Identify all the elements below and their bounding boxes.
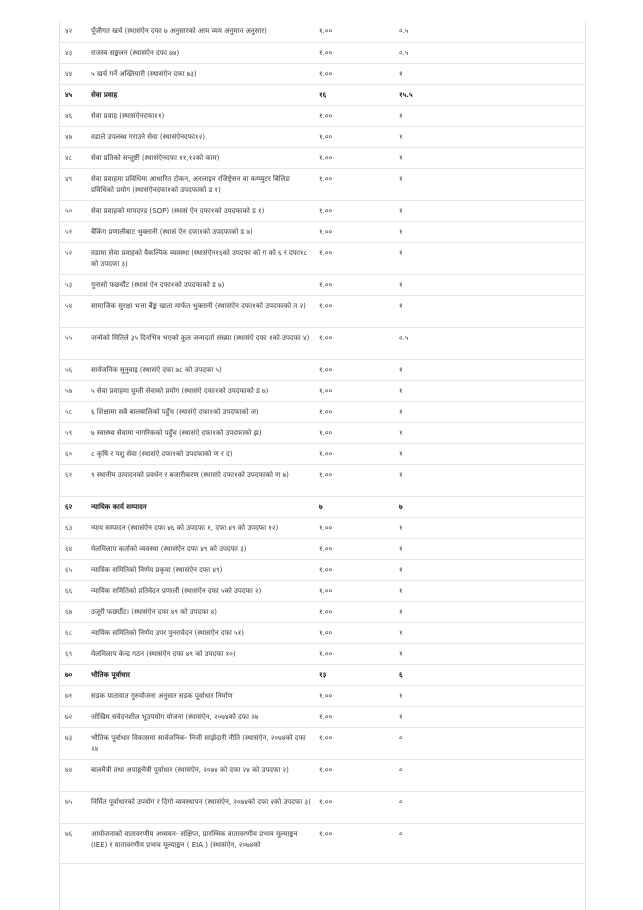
serial-number-cell: ७० — [60, 664, 89, 685]
obtained-score-cell: ०.५ — [396, 327, 585, 359]
serial-number-cell: ४६ — [60, 105, 89, 126]
full-score-cell: १३ — [316, 664, 396, 685]
full-score-cell: १.०० — [316, 759, 396, 791]
table-row — [60, 791, 585, 823]
table-row — [60, 105, 585, 126]
table-section-row — [60, 84, 585, 105]
obtained-score-cell: १ — [396, 622, 585, 643]
table-row — [60, 21, 585, 42]
full-score-cell: १.०० — [316, 517, 396, 538]
obtained-score-cell: १ — [396, 464, 585, 496]
obtained-score-cell: १५.५ — [396, 84, 585, 105]
full-score-cell: १.०० — [316, 401, 396, 422]
full-score-cell: १.०० — [316, 727, 396, 759]
full-score-cell: १.०० — [316, 685, 396, 706]
table-row — [60, 200, 585, 221]
full-score-cell: १.०० — [316, 380, 396, 401]
full-score-cell: १.०० — [316, 63, 396, 84]
indicator-description-cell: ६ शिक्षामा सबै बालबालिको पहुँच (स्थासंऐ दफा१को उपदफाको ज) — [89, 401, 316, 422]
indicator-description-cell: जोखिम संवेदनशील भूउपयोग योजना (स्थासंऐन, २०७४को दफा २७ — [89, 706, 316, 727]
table-row — [60, 221, 585, 242]
obtained-score-cell: ०.५ — [396, 21, 585, 42]
table-row — [60, 601, 585, 622]
obtained-score-cell: १ — [396, 559, 585, 580]
indicator-description-cell: मेलमिलाप कर्ताको व्यवस्था (स्थासंऐन दफा ४९ को उपदफा ३) — [89, 538, 316, 559]
serial-number-cell: ६० — [60, 443, 89, 464]
table-row — [60, 63, 585, 84]
table-section-row — [60, 496, 585, 517]
full-score-cell: ७ — [316, 496, 396, 517]
serial-number-cell: ७६ — [60, 823, 89, 863]
obtained-score-cell: १ — [396, 359, 585, 380]
table-row — [60, 443, 585, 464]
serial-number-cell: ६७ — [60, 601, 89, 622]
full-score-cell: १.०० — [316, 559, 396, 580]
serial-number-cell: ४७ — [60, 126, 89, 147]
serial-number-cell: ७५ — [60, 791, 89, 823]
serial-number-cell: ४४ — [60, 63, 89, 84]
serial-number-cell: ४२ — [60, 21, 89, 42]
indicator-description-cell: भौतिक पूर्वाधार विकासमा सार्वजनिक- निजी साझेदारी नीति (स्थासंऐन, २०७४को दफा २४ — [89, 727, 316, 759]
table-row — [60, 42, 585, 63]
serial-number-cell: ७२ — [60, 706, 89, 727]
obtained-score-cell: १ — [396, 105, 585, 126]
serial-number-cell: ५४ — [60, 295, 89, 327]
indicator-description-cell: बैंकिंग प्रणालीबाट भुक्तानी (स्थासं ऐन दफा१को उपदफाको ड ७) — [89, 221, 316, 242]
serial-number-cell: ५५ — [60, 327, 89, 359]
indicator-description-cell: गुनासो फछर्यौट (स्थासं ऐन दफा१को उपदफाको ड ७) — [89, 274, 316, 295]
serial-number-cell: ४८ — [60, 147, 89, 168]
obtained-score-cell: १ — [396, 221, 585, 242]
full-score-cell: १.०० — [316, 443, 396, 464]
obtained-score-cell: १ — [396, 443, 585, 464]
indicator-description-cell: ८ कृषि र पशु सेवा (स्थासंऐ दफा१को उपदफाको ण र द) — [89, 443, 316, 464]
obtained-score-cell: १ — [396, 295, 585, 327]
table-row — [60, 147, 585, 168]
table-row — [60, 823, 585, 863]
full-score-cell: १६ — [316, 84, 396, 105]
table-row — [60, 643, 585, 664]
obtained-score-cell: १ — [396, 643, 585, 664]
table-row — [60, 327, 585, 359]
indicator-description-cell: बालमैत्री तथा अपाङ्गमैत्री पूर्वाधार (स्थासंऐन, २०७४ को दफा २४ को उपदफा २) — [89, 759, 316, 791]
obtained-score-cell: ० — [396, 791, 585, 823]
full-score-cell: १.०० — [316, 464, 396, 496]
obtained-score-cell: ०.५ — [396, 42, 585, 63]
indicator-description-cell: सार्वजनिक सुनुवाइ (स्थासंऐ दफा ७८ को उपदफा ५) — [89, 359, 316, 380]
indicator-description-cell: मेलमिलाप केन्द्र गठन (स्थासंऐन दफा ४९ को उपदफा १०) — [89, 643, 316, 664]
serial-number-cell: ६३ — [60, 517, 89, 538]
obtained-score-cell: ० — [396, 759, 585, 791]
full-score-cell: १.०० — [316, 242, 396, 274]
full-score-cell: १.०० — [316, 221, 396, 242]
serial-number-cell: ४५ — [60, 84, 89, 105]
indicator-description-cell: वडामा सेवा प्रवाहको वैकल्पिक व्यवस्था (स्थासंऐन१६को उपदफा को ग को ६ र दफा१८ को उपदफा ३) — [89, 242, 316, 274]
serial-number-cell: ६२ — [60, 496, 89, 517]
obtained-score-cell: १ — [396, 685, 585, 706]
indicator-description-cell: ५ सेवा प्रवाहमा घुम्ती सेवाको प्रयोग (स्थासंऐ दफा१को उपदफाको ड ७) — [89, 380, 316, 401]
serial-number-cell: ६९ — [60, 643, 89, 664]
table-row — [60, 538, 585, 559]
table-row — [60, 685, 585, 706]
indicator-description-cell: भौतिक पूर्वाधार — [89, 664, 316, 685]
indicator-description-cell: सेवा प्रतिको सन्तुष्टी (स्थासंऐनदफा ११,१२को काम) — [89, 147, 316, 168]
table-row — [60, 727, 585, 759]
indicator-description-cell: न्यायिक समितिको निर्णय उपर पुनरावेदन (स्थासंऐन दफा ५१) — [89, 622, 316, 643]
table-row — [60, 422, 585, 443]
indicator-description-cell: सेवा प्रवाह (स्थासंऐनदफा११) — [89, 105, 316, 126]
table-row — [60, 274, 585, 295]
table-row — [60, 295, 585, 327]
full-score-cell: १.०० — [316, 105, 396, 126]
full-score-cell: १.०० — [316, 168, 396, 200]
obtained-score-cell: ० — [396, 727, 585, 759]
table-row — [60, 464, 585, 496]
full-score-cell: १.०० — [316, 21, 396, 42]
obtained-score-cell: १ — [396, 63, 585, 84]
full-score-cell: १.०० — [316, 643, 396, 664]
serial-number-cell: ६५ — [60, 559, 89, 580]
score-table-body — [60, 21, 585, 863]
full-score-cell: १.०० — [316, 126, 396, 147]
obtained-score-cell: १ — [396, 538, 585, 559]
serial-number-cell: ६६ — [60, 580, 89, 601]
serial-number-cell: ५९ — [60, 422, 89, 443]
indicator-description-cell: न्यायिक समितिको प्रतिवेदन प्रणाली (स्थासंऐन दफा ५को उपदफा २) — [89, 580, 316, 601]
indicator-description-cell: सेवा प्रवाह — [89, 84, 316, 105]
serial-number-cell: ६८ — [60, 622, 89, 643]
obtained-score-cell: ० — [396, 823, 585, 863]
table-row — [60, 559, 585, 580]
obtained-score-cell: १ — [396, 168, 585, 200]
table-row — [60, 359, 585, 380]
full-score-cell: १.०० — [316, 422, 396, 443]
table-row — [60, 380, 585, 401]
score-table-sheet — [59, 21, 586, 910]
indicator-description-cell: सामाजिक सुरक्षा भत्ता बैंङ्क खाता मार्फत भुक्तानी (स्थासंऐन दफा१को उपदफाको त २) — [89, 295, 316, 327]
indicator-description-cell: राजस्व सङ्कलन (स्थासंऐन दफा ७४) — [89, 42, 316, 63]
indicator-description-cell: वडाले उपलब्ध गराउने सेवा (स्थासंऐनदफा१२) — [89, 126, 316, 147]
full-score-cell: १.०० — [316, 580, 396, 601]
obtained-score-cell: १ — [396, 274, 585, 295]
table-row — [60, 622, 585, 643]
indicator-description-cell: सेवा प्रवाहमा प्रविधिमा आधारित टोकन, अनलाइन रजिष्ट्रेसन वा कम्प्युटर बिलिङ प्रविधिको प्रयोग (स्थासंऐनदफा१को उपदफाको ड १) — [89, 168, 316, 200]
indicator-description-cell: न्याय सम्पादन (स्थासंऐन दफा ४६ को उपदफा १, दफा ४९ को उपदफा १२) — [89, 517, 316, 538]
obtained-score-cell: १ — [396, 200, 585, 221]
obtained-score-cell: १ — [396, 126, 585, 147]
full-score-cell: १.०० — [316, 327, 396, 359]
serial-number-cell: ५१ — [60, 221, 89, 242]
obtained-score-cell: १ — [396, 517, 585, 538]
obtained-score-cell: १ — [396, 601, 585, 622]
serial-number-cell: ५७ — [60, 380, 89, 401]
indicator-description-cell: ७ स्वास्थ्य सेवामा नागरिकको पहुँच (स्थासंऐ दफा१को उपदफाको झ) — [89, 422, 316, 443]
indicator-description-cell: पूँजीगत खर्च (स्थासंऐन दफा ७ अनुसारको आय व्यय अनुमान अनुसार) — [89, 21, 316, 42]
full-score-cell: १.०० — [316, 200, 396, 221]
serial-number-cell: ५३ — [60, 274, 89, 295]
indicator-description-cell: सडक यातायात गुरुयोजना अनुसार सडक पूर्वाधार निर्माण — [89, 685, 316, 706]
full-score-cell: १.०० — [316, 295, 396, 327]
table-row — [60, 242, 585, 274]
table-row — [60, 517, 585, 538]
indicator-description-cell: ५ खर्च गर्ने अख्तियारी (स्थासंऐन दफा ७३) — [89, 63, 316, 84]
serial-number-cell: ४३ — [60, 42, 89, 63]
indicator-description-cell: उजूरी फर्छ्यौट। (स्थासंऐन दफा ४९ को उपदफा ४) — [89, 601, 316, 622]
full-score-cell: १.०० — [316, 601, 396, 622]
serial-number-cell: ४९ — [60, 168, 89, 200]
indicator-description-cell: आयोजनाको वातावरणीय अध्ययन- संक्षिप्त, प्रारम्भिक वातावरणीय प्रभाव मूल्याङ्कन (IEE) र वातावरणीय प्रभाव मूल्याङ्कन ( EIA ) (स्थासंऐन, २०७४को — [89, 823, 316, 863]
serial-number-cell: ७१ — [60, 685, 89, 706]
serial-number-cell: ५८ — [60, 401, 89, 422]
serial-number-cell: ५० — [60, 200, 89, 221]
table-section-row — [60, 664, 585, 685]
indicator-description-cell: ९ स्थानीय उत्पादनको प्रवर्धन र बजारीकरण (स्थासंऐ दफा१को उपदफाको ण ७) — [89, 464, 316, 496]
indicator-description-cell: जन्मेको मितिले ३५ दिनभित्र भएको कुल जन्मदर्ता संख्या (स्थासंऐ दफा १को उपदफा ४) — [89, 327, 316, 359]
full-score-cell: १.०० — [316, 622, 396, 643]
serial-number-cell: ६१ — [60, 464, 89, 496]
full-score-cell: १.०० — [316, 823, 396, 863]
table-row — [60, 759, 585, 791]
full-score-cell: १.०० — [316, 274, 396, 295]
table-row — [60, 126, 585, 147]
indicator-description-cell: न्यायिक कार्य सम्पादन — [89, 496, 316, 517]
score-table — [60, 21, 585, 864]
full-score-cell: १.०० — [316, 791, 396, 823]
full-score-cell: १.०० — [316, 42, 396, 63]
obtained-score-cell: १ — [396, 580, 585, 601]
obtained-score-cell: १ — [396, 380, 585, 401]
table-row — [60, 580, 585, 601]
full-score-cell: १.०० — [316, 359, 396, 380]
full-score-cell: १.०० — [316, 538, 396, 559]
obtained-score-cell: ६ — [396, 664, 585, 685]
obtained-score-cell: १ — [396, 242, 585, 274]
serial-number-cell: ७४ — [60, 759, 89, 791]
indicator-description-cell: सेवा प्रवाहको मापदण्ड (SOP) (स्थासं ऐन दफा१को उपदफाको ड १) — [89, 200, 316, 221]
table-row — [60, 168, 585, 200]
indicator-description-cell: निर्मित पूर्वाधारको उपयोग र दिगो व्यवस्थापन (स्थासंऐन, २०७४को दफा २को उपदफा ३) — [89, 791, 316, 823]
serial-number-cell: ५६ — [60, 359, 89, 380]
table-row — [60, 401, 585, 422]
full-score-cell: १.०० — [316, 706, 396, 727]
indicator-description-cell: न्यायिक समितिको निर्णय प्रकृया (स्थासंऐन दफा ४९) — [89, 559, 316, 580]
full-score-cell: १.०० — [316, 147, 396, 168]
serial-number-cell: ५२ — [60, 242, 89, 274]
obtained-score-cell: १ — [396, 706, 585, 727]
obtained-score-cell: १ — [396, 401, 585, 422]
obtained-score-cell: ७ — [396, 496, 585, 517]
serial-number-cell: ६४ — [60, 538, 89, 559]
obtained-score-cell: १ — [396, 147, 585, 168]
serial-number-cell: ७३ — [60, 727, 89, 759]
obtained-score-cell: १ — [396, 422, 585, 443]
table-row — [60, 706, 585, 727]
